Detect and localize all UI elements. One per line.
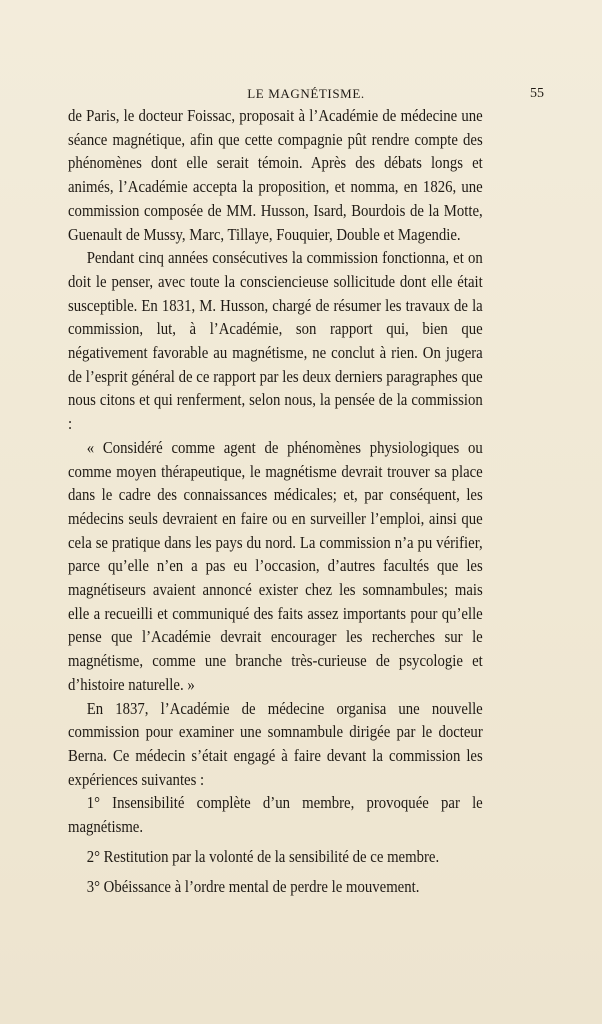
list-item-2: 2° Restitution par la volonté de la sensibilité de ce membre. bbox=[86, 846, 440, 866]
paragraph-continuation: de Paris, le docteur Foissac, proposait à l’Académie de médecine une séance magnétique, afin que cette compagnie pût rendre compte des phénomènes dont elle serait témoin. Après des débats longs et animés, l’Académie accepta la proposition, et nomma, en 1826, une commission composée de MM. Husson, Isard, Bourdois de la Motte, Guenault de Mussy, Marc, Tillaye, Fouquier, Double et Magendie. bbox=[68, 106, 483, 244]
running-title: LE MAGNÉTISME. bbox=[247, 86, 365, 101]
body-text bbox=[68, 104, 483, 898]
paragraph-commission: Pendant cinq années consécutives la commission fonctionna, et on doit le penser, avec toute la consciencieuse sollicitude dont elle était susceptible. En 1831, M. Husson, chargé de résumer les travaux de la commission, lut, à l’Académie, son rapport qui, bien que négativement favorable au magnétisme, ne conclut à rien. On jugera de l’esprit général de ce rapport par les deux derniers paragraphes que nous citons et qui renferment, selon nous, la pensée de la commission : bbox=[68, 248, 483, 434]
list-item-1: 1° Insensibilité complète d’un membre, provoquée par le magnétisme. bbox=[68, 793, 483, 837]
running-head bbox=[68, 86, 544, 106]
page-number: 55 bbox=[530, 86, 544, 101]
paragraph-quotation: « Considéré comme agent de phénomènes physiologiques ou comme moyen thérapeutique, le magnétisme devrait trouver sa place dans le cadre des connaissances médicales; et, par conséquent, les médecins seuls devraient en faire ou en surveiller l’emploi, ainsi que cela se pratique dans les pays du nord. La commission n’a pu vérifier, parce qu’elle n’en a pas eu l’occasion, d’autres facultés que les magnétiseurs avaient annoncé exister chez les somnambules; mais elle a recueilli et communiqué des faits assez importants pour qu’elle pense que l’Académie devrait encourager les recherches sur le magnétisme, comme une branche très-curieuse de psycologie et d’histoire naturelle. » bbox=[68, 437, 483, 694]
paragraph-1837: En 1837, l’Académie de médecine organisa une nouvelle commission pour examiner une somnambule dirigée par le docteur Berna. Ce médecin s’était engagé à faire devant la commission les expériences suivantes : bbox=[68, 698, 483, 789]
list-item-3: 3° Obéissance à l’ordre mental de perdre le mouvement. bbox=[86, 876, 420, 896]
